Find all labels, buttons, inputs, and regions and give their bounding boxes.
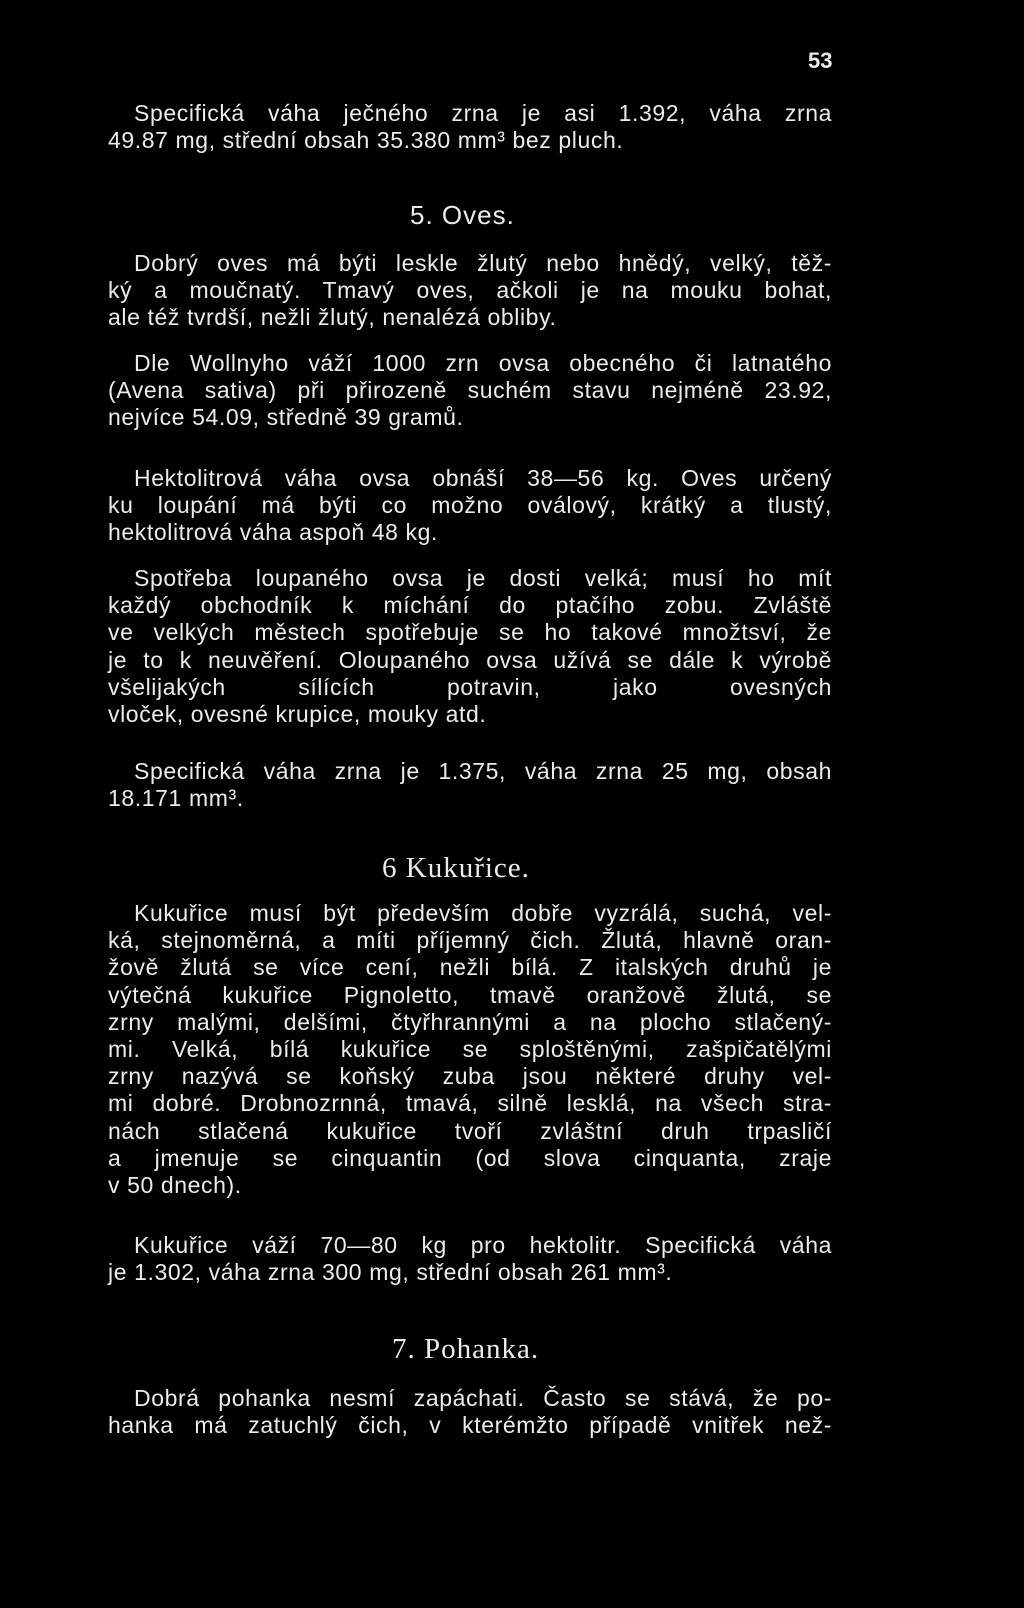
text-line: každý obchodník k míchání do ptačího zobu. Zvláště: [108, 592, 832, 619]
page-number: 53: [808, 48, 833, 73]
text-line: zrny malými, delšími, čtyřhrannými a na plocho stlačený-: [108, 1008, 832, 1035]
text-line: žově žlutá se více cení, nežli bílá. Z italských druhů je: [108, 954, 832, 981]
text-line: výtečná kukuřice Pignoletto, tmavě oranžově žlutá, se: [108, 981, 832, 1008]
text-line: mi dobré. Drobnozrnná, tmavá, silně lesklá, na všech stra-: [108, 1090, 832, 1117]
paragraph-kukurice-weight: [108, 1232, 832, 1286]
text-line: Dobrý oves má býti leskle žlutý nebo hnědý, velký, těž-: [134, 250, 832, 276]
text-line: Kukuřice musí být především dobře vyzrálá, suchá, vel-: [134, 900, 832, 926]
text-line: Dobrá pohanka nesmí zapáchati. Často se stává, že po-: [134, 1385, 832, 1411]
text-line: mi. Velká, bílá kukuřice se sploštěnými, zašpičatělými: [108, 1036, 832, 1063]
text-line: ale též tvrdší, nežli žlutý, nenalézá obliby.: [108, 304, 557, 331]
text-line: v 50 dnech).: [108, 1172, 242, 1199]
text-line: Dle Wollnyho váží 1000 zrn ovsa obecného či latnatého: [134, 350, 832, 376]
paragraph-oves-consumption: [108, 565, 832, 728]
text-line: je 1.302, váha zrna 300 mg, střední obsah 261 mm³.: [108, 1259, 673, 1286]
text-line: všelijakých sílících potravin, jako ovesných: [108, 673, 832, 700]
text-line: Specifická váha zrna je 1.375, váha zrna 25 mg, obsah: [134, 758, 832, 784]
text-line: nejvíce 54.09, středně 39 gramů.: [108, 404, 464, 431]
paragraph-oves-wollny: [108, 350, 832, 432]
paragraph-barley-specific-weight: [108, 100, 832, 154]
section-heading-oves: 5. Oves.: [410, 200, 515, 230]
text-line: vloček, ovesné krupice, mouky atd.: [108, 701, 487, 728]
text-line: ká, stejnoměrná, a míti příjemný čich. Žlutá, hlavně oran-: [108, 927, 832, 954]
text-line: zrny nazývá se koňský zuba jsou některé druhy vel-: [108, 1063, 832, 1090]
text-line: ku loupání má býti co možno oválový, krátký a tlustý,: [108, 492, 832, 519]
paragraph-oves-quality: [108, 250, 832, 332]
section-heading-kukurice: 6 Kukuřice.: [382, 852, 530, 884]
text-line: (Avena sativa) při přirozeně suchém stavu nejméně 23.92,: [108, 377, 832, 404]
section-heading-pohanka: 7. Pohanka.: [392, 1333, 540, 1365]
text-line: hanka má zatuchlý čich, v kterémžto případě vnitřek než-: [108, 1412, 832, 1439]
text-line: 49.87 mg, střední obsah 35.380 mm³ bez pluch.: [108, 127, 624, 154]
text-line: a jmenuje se cinquantin (od slova cinquanta, zraje: [108, 1144, 832, 1171]
text-line: Hektolitrová váha ovsa obnáší 38—56 kg. Oves určený: [134, 465, 832, 491]
text-line: nách stlačená kukuřice tvoří zvláštní druh trpasličí: [108, 1117, 832, 1144]
text-line: hektolitrová váha aspoň 48 kg.: [108, 519, 438, 546]
text-line: ký a moučnatý. Tmavý oves, ačkoli je na mouku bohat,: [108, 277, 832, 304]
paragraph-pohanka: [108, 1385, 832, 1439]
text-line: Specifická váha ječného zrna je asi 1.392, váha zrna: [134, 100, 832, 126]
paragraph-oves-hectolitre: [108, 465, 832, 547]
paragraph-oves-specific-weight: [108, 758, 832, 812]
text-line: Kukuřice váží 70—80 kg pro hektolitr. Specifická váha: [134, 1232, 832, 1258]
text-line: ve velkých městech spotřebuje se ho takové množtsví, že: [108, 619, 832, 646]
paragraph-kukurice-quality: [108, 900, 832, 1199]
text-line: je to k neuvěření. Oloupaného ovsa užívá se dále k výrobě: [108, 646, 832, 673]
text-line: Spotřeba loupaného ovsa je dosti velká; musí ho mít: [134, 565, 832, 591]
text-line: 18.171 mm³.: [108, 785, 244, 812]
